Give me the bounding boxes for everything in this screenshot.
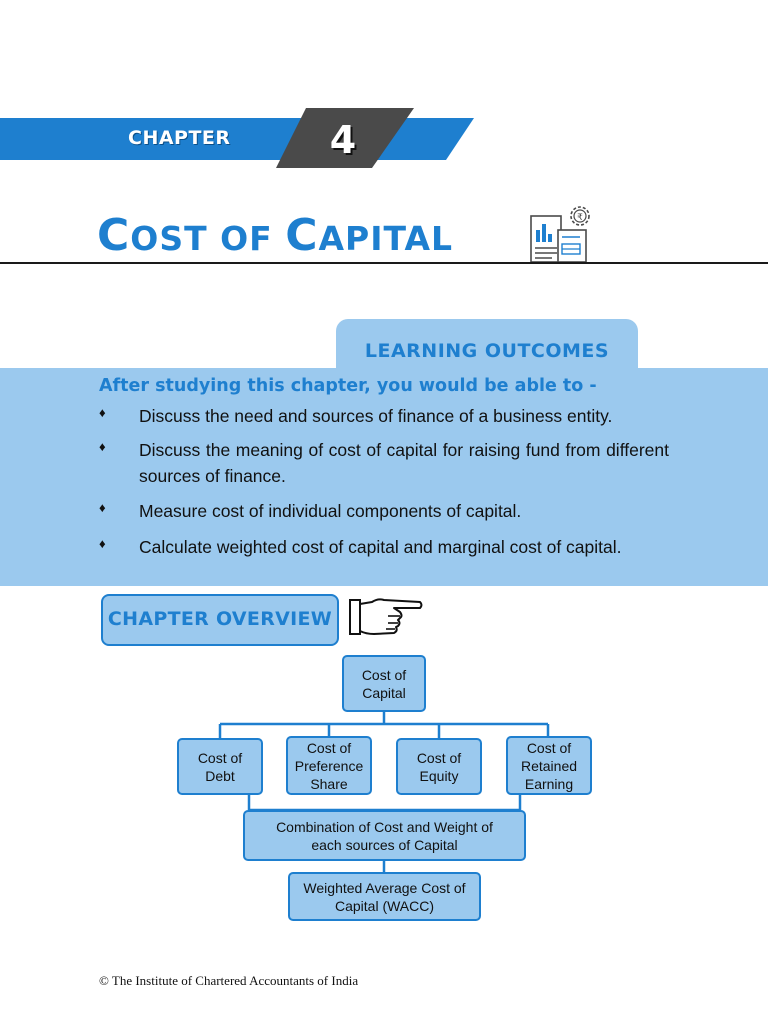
title-rest-1: OST OF xyxy=(130,219,286,258)
chapter-overview-title: CHAPTER OVERVIEW xyxy=(107,608,333,630)
flow-node-cost-of-equity: Cost of Equity xyxy=(396,738,482,795)
flow-node-cost-of-debt: Cost of Debt xyxy=(177,738,263,795)
learning-outcomes-intro: After studying this chapter, you would be able to - xyxy=(99,376,597,396)
flow-node-cost-of-preference-share: Cost of Preference Share xyxy=(286,736,372,795)
flow-node-cost-of-retained-earning: Cost of Retained Earning xyxy=(506,736,592,795)
chapter-label: CHAPTER xyxy=(128,127,231,149)
title-rest-2: APITAL xyxy=(318,219,454,258)
title-initial-1: C xyxy=(97,210,131,261)
page-title xyxy=(97,210,453,261)
flow-node-combination: Combination of Cost and Weight of each sources of Capital xyxy=(243,810,526,861)
diamond-bullet-icon: ♦ xyxy=(99,439,106,454)
outcome-text: Calculate weighted cost of capital and marginal cost of capital. xyxy=(139,537,622,557)
title-initial-2: C xyxy=(285,210,319,261)
chapter-banner xyxy=(0,108,480,170)
pointing-hand-icon xyxy=(348,594,424,638)
chapter-number: 4 xyxy=(329,118,357,162)
outcome-text: Discuss the need and sources of finance of a business entity. xyxy=(139,406,613,426)
learning-outcomes-title: LEARNING OUTCOMES xyxy=(364,340,610,362)
document-chart-gear-icon xyxy=(528,204,600,264)
svg-text:₹: ₹ xyxy=(577,213,583,223)
diamond-bullet-icon: ♦ xyxy=(99,536,106,551)
title-divider xyxy=(0,262,768,264)
flow-node-cost-of-capital: Cost of Capital xyxy=(342,655,426,712)
outcome-text: Measure cost of individual components of capital. xyxy=(139,501,522,521)
footer-copyright: © The Institute of Chartered Accountants of India xyxy=(99,973,359,988)
diamond-bullet-icon: ♦ xyxy=(99,405,106,420)
outcome-text: Discuss the meaning of cost of capital for raising fund from different sources of finance. xyxy=(139,440,669,486)
diamond-bullet-icon: ♦ xyxy=(99,500,106,515)
flow-node-wacc: Weighted Average Cost of Capital (WACC) xyxy=(288,872,481,921)
